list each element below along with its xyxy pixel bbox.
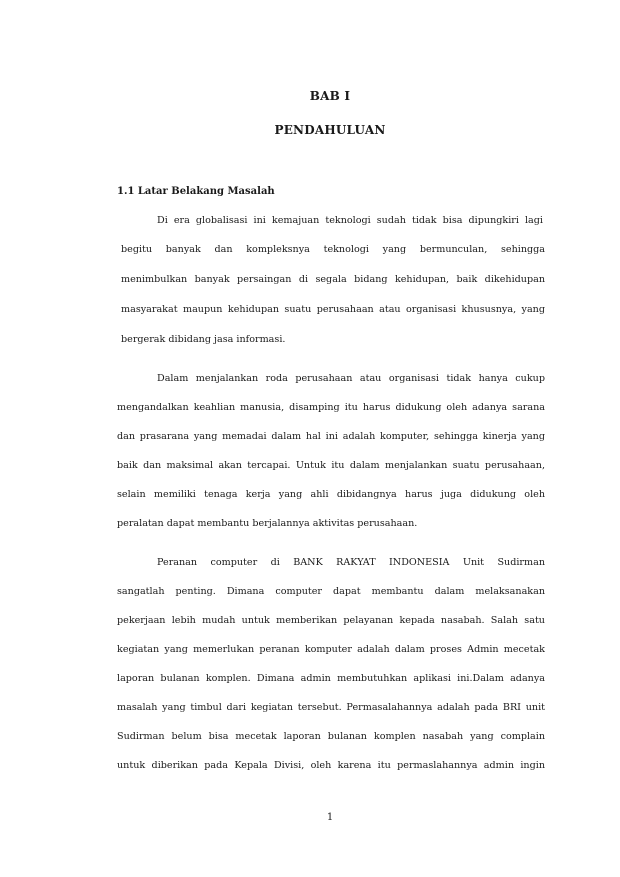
- paragraph-line: sangatlah penting. Dimana computer dapat membantu dalam melaksanakan: [117, 586, 545, 597]
- paragraph-line: Dalam menjalankan roda perusahaan atau organisasi tidak hanya cukup: [157, 373, 545, 384]
- section-heading: 1.1 Latar Belakang Masalah: [117, 186, 275, 197]
- paragraph-line: bergerak dibidang jasa informasi.: [121, 334, 286, 345]
- paragraph-line: laporan bulanan komplen. Dimana admin membutuhkan aplikasi ini.Dalam adanya: [117, 673, 545, 684]
- paragraph-line: untuk diberikan pada Kepala Divisi, oleh karena itu permaslahannya admin ingin: [117, 760, 545, 771]
- paragraph-line: Peranan computer di BANK RAKYAT INDONESIA Unit Sudirman: [157, 557, 545, 568]
- paragraph-line: baik dan maksimal akan tercapai. Untuk itu dalam menjalankan suatu perusahaan,: [117, 460, 545, 471]
- paragraph-line: pekerjaan lebih mudah untuk memberikan pelayanan kepada nasabah. Salah satu: [117, 615, 545, 626]
- paragraph-line: peralatan dapat membantu berjalannya aktivitas perusahaan.: [117, 518, 418, 529]
- page-number: 1: [326, 812, 334, 823]
- paragraph-line: masyarakat maupun kehidupan suatu perusahaan atau organisasi khususnya, yang: [121, 304, 545, 315]
- paragraph-line: menimbulkan banyak persaingan di segala bidang kehidupan, baik dikehidupan: [121, 274, 545, 285]
- paragraph-line: Di era globalisasi ini kemajuan teknologi sudah tidak bisa dipungkiri lagi: [157, 215, 543, 226]
- chapter-title: PENDAHULUAN: [274, 123, 386, 137]
- paragraph-line: mengandalkan keahlian manusia, disamping itu harus didukung oleh adanya sarana: [117, 402, 545, 413]
- paragraph-line: kegiatan yang memerlukan peranan komputer adalah dalam proses Admin mecetak: [117, 644, 545, 655]
- paragraph-line: begitu banyak dan kompleksnya teknologi yang bermunculan, sehingga: [121, 244, 545, 255]
- paragraph-line: dan prasarana yang memadai dalam hal ini adalah komputer, sehingga kinerja yang: [117, 431, 545, 442]
- paragraph-line: masalah yang timbul dari kegiatan tersebut. Permasalahannya adalah pada BRI unit: [117, 702, 545, 713]
- paragraph-line: Sudirman belum bisa mecetak laporan bulanan komplen nasabah yang complain: [117, 731, 545, 742]
- chapter-number: BAB I: [309, 89, 351, 103]
- paragraph-line: selain memiliki tenaga kerja yang ahli dibidangnya harus juga didukung oleh: [117, 489, 545, 500]
